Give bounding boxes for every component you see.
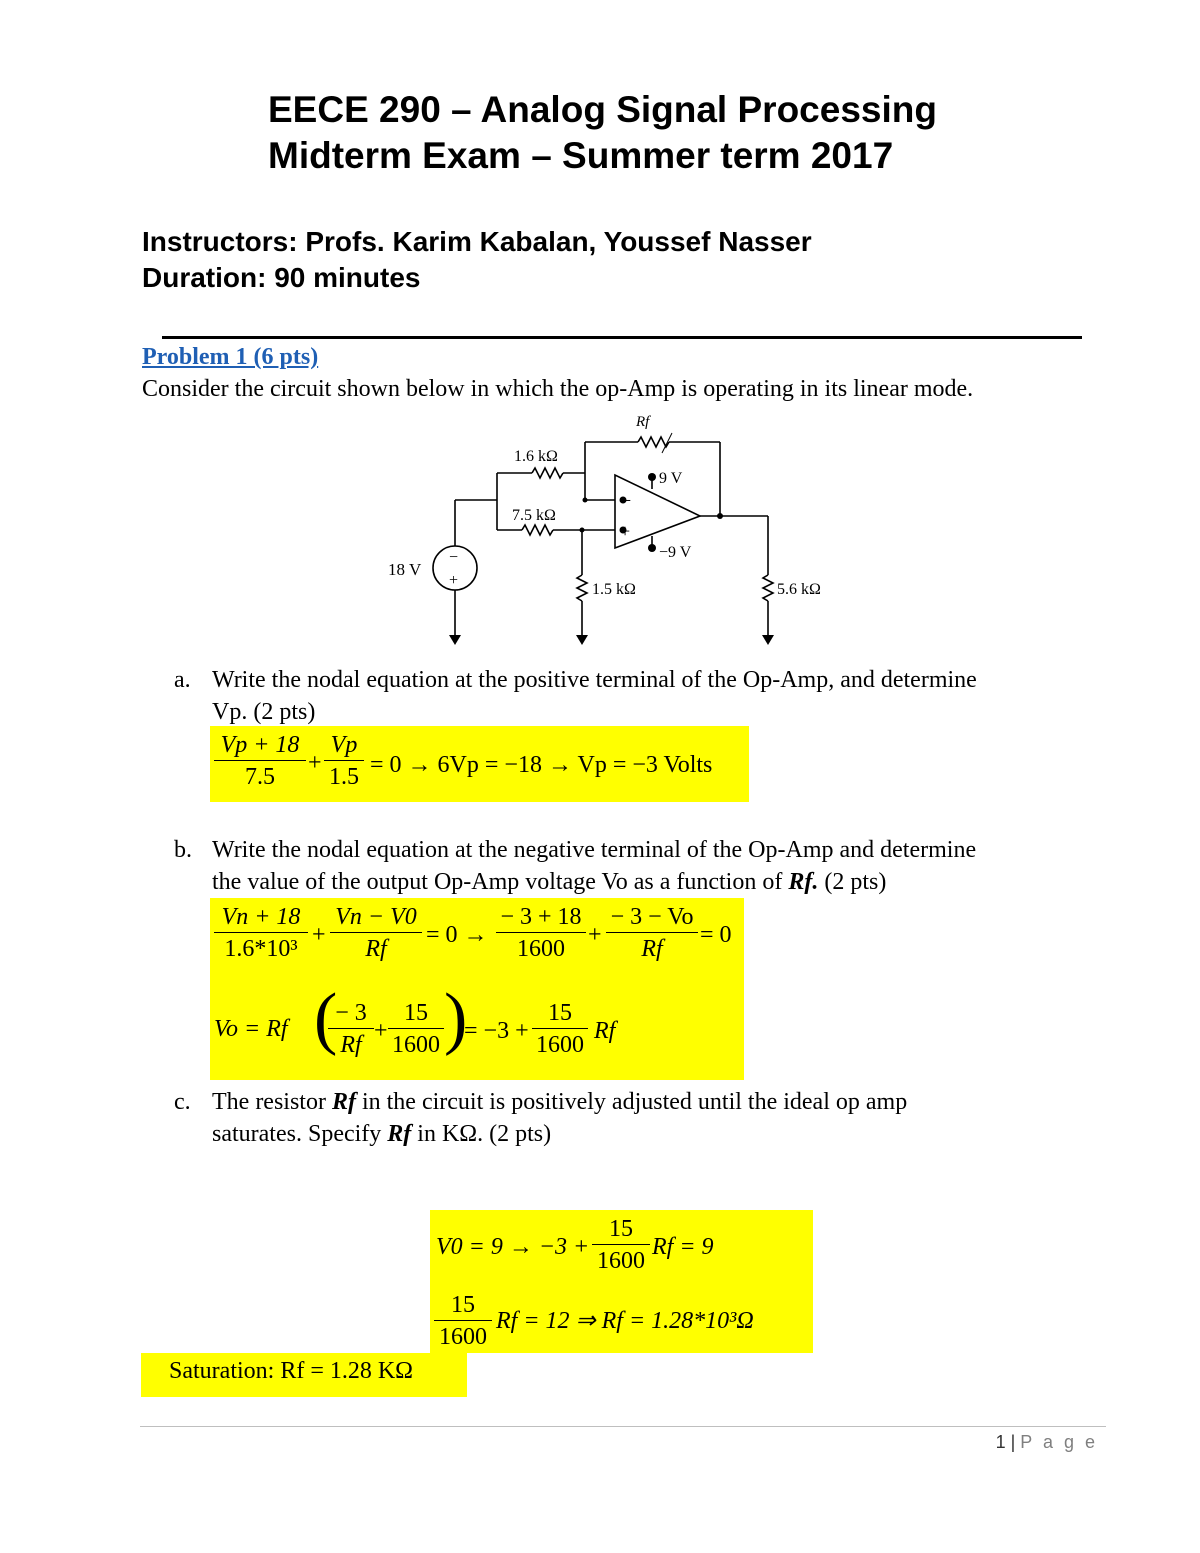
footer-divider [140,1426,1106,1427]
part-b-tail: Rf [594,1018,616,1044]
opamp-noninverting-sign: + [620,521,631,541]
resistor-1k6-label: 1.6 kΩ [514,448,558,465]
title-line-2: Midterm Exam – Summer term 2017 [268,135,894,176]
part-b-arrow: = 0 → [426,922,488,948]
part-b-frac-3: $\frac{- 3 + 18}{1600}$ [496,904,586,962]
part-a-result: = 0 → 6Vp = −18 → Vp = −3 Volts [370,752,713,778]
part-b-vo-lhs: Vo = Rf [214,1016,288,1042]
part-b-text-line-2: the value of the output Op-Amp voltage Vo as a function of Rf. (2 pts) [212,869,887,895]
header-divider [162,336,1082,339]
part-c-line1-lhs: V0 = 9 → −3 + [436,1234,590,1260]
part-a-text-line-2: Vp. (2 pts) [212,699,316,725]
part-c-text-line-1: The resistor Rf in the circuit is positively adjusted until the ideal op amp [212,1089,908,1115]
part-c-line2-rhs: Rf = 12 ⇒ Rf = 1.28*10³Ω [496,1308,754,1334]
part-b-plus-2: + [588,922,602,948]
positive-supply-label: 9 V [659,470,683,487]
saturation-answer: Saturation: Rf = 1.28 KΩ [141,1353,467,1397]
part-a-frac-2: $\frac{Vp}{1.5}$ [324,732,364,790]
part-c-line1-rhs: Rf = 9 [652,1234,714,1260]
part-c-answer-box [430,1210,813,1353]
title-line-1: EECE 290 – Analog Signal Processing [268,89,937,130]
circuit-diagram [380,405,850,650]
page-footer [996,1432,1098,1453]
resistor-rf-label: Rf [636,414,650,430]
part-b-mid: = −3 + [464,1018,529,1044]
source-label: 18 V [388,560,422,579]
resistor-1k5-symbol [577,575,587,601]
duration-line: Duration: 90 minutes [142,262,421,293]
part-b-plus-3: + [374,1018,388,1044]
part-c-text-line-2: saturates. Specify Rf in KΩ. (2 pts) [212,1121,552,1147]
part-b-equals-zero: = 0 [700,922,732,948]
resistor-5k6-symbol [763,575,773,601]
page-word: P a g e [1020,1432,1098,1452]
resistor-5k6-label: 5.6 kΩ [777,581,821,598]
resistor-7k5-symbol [522,525,553,535]
ground-arrow-icon [576,635,588,645]
part-b-answer-box [210,898,744,1080]
ground-arrow-icon [762,635,774,645]
opamp-inverting-sign: − [620,490,632,512]
resistor-7k5-label: 7.5 kΩ [512,507,556,524]
part-a-letter: a. [174,667,191,693]
footer-separator: | [1005,1432,1021,1452]
part-c-frac-2: $\frac{15}{1600}$ [434,1292,492,1350]
instructors-line: Instructors: Profs. Karim Kabalan, Youssef Nasser [142,226,812,257]
part-b-frac-1: $\frac{Vn + 18}{\text{1.6*10³}}$ [214,904,308,962]
part-a-plus: + [308,750,322,776]
part-a-text-line-1: Write the nodal equation at the positive terminal of the Op-Amp, and determine [212,667,977,693]
page-number: 1 [995,1432,1006,1452]
part-b-frac-2: $\frac{Vn - V0}{Rf}$ [330,904,422,962]
problem-1-intro: Consider the circuit shown below in which the op-Amp is operating in its linear mode. [142,376,974,402]
part-b-letter: b. [174,837,192,863]
source-plus-sign: + [449,572,459,589]
part-a-answer-box [210,726,749,802]
part-b-right-paren: ) [444,980,468,1057]
problem-1-heading: Problem 1 (6 pts) [142,344,319,370]
part-b-plus-1: + [312,922,326,948]
source-minus-sign: − [449,549,459,566]
negative-supply-label: −9 V [659,544,692,561]
part-b-frac-7: $\frac{15}{1600}$ [532,1000,588,1058]
part-b-left-paren: ( [314,980,338,1057]
resistor-1k5-label: 1.5 kΩ [592,581,636,598]
part-b-text-line-1: Write the nodal equation at the negative terminal of the Op-Amp and determine [212,837,977,863]
resistor-rf-symbol [638,437,669,447]
part-a-frac-1: $\frac{Vp + 18}{7.5}$ [214,732,306,790]
part-b-frac-4: $\frac{- 3 - Vo}{Rf}$ [606,904,698,962]
resistor-1k6-symbol [532,468,563,478]
part-c-letter: c. [174,1089,191,1115]
part-b-frac-6: $\frac{15}{1600}$ [388,1000,444,1058]
part-b-frac-5: $\frac{- 3}{Rf}$ [328,1000,374,1058]
ground-arrow-icon [449,635,461,645]
part-c-frac-1: $\frac{15}{1600}$ [592,1216,650,1274]
